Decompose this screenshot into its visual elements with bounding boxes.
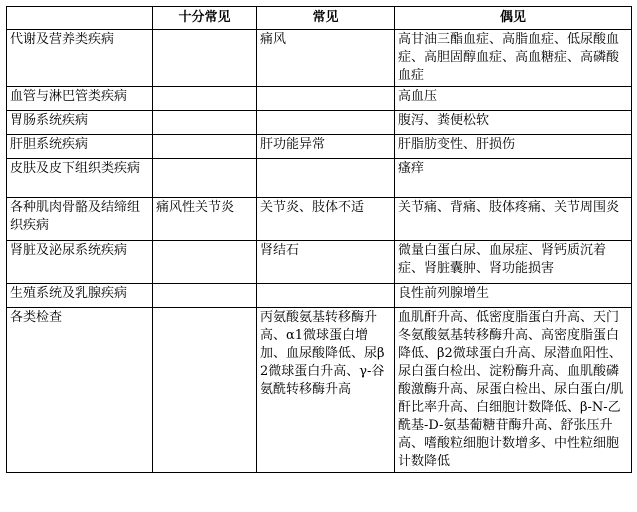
table-row xyxy=(7,308,632,473)
cell-common xyxy=(257,284,395,308)
cell-very-common xyxy=(153,284,257,308)
header-row xyxy=(7,7,632,30)
cell-very-common xyxy=(153,87,257,111)
cell-category: 各类检查 xyxy=(7,308,153,473)
table-row xyxy=(7,135,632,159)
cell-very-common xyxy=(153,159,257,198)
cell-uncommon: 良性前列腺增生 xyxy=(395,284,632,308)
cell-category: 各种肌肉骨骼及结缔组织疾病 xyxy=(7,198,153,241)
header-common: 常见 xyxy=(257,7,395,30)
cell-category: 生殖系统及乳腺疾病 xyxy=(7,284,153,308)
table-row xyxy=(7,87,632,111)
cell-common: 肝功能异常 xyxy=(257,135,395,159)
cell-uncommon: 高血压 xyxy=(395,87,632,111)
cell-uncommon: 肝脂肪变性、肝损伤 xyxy=(395,135,632,159)
cell-very-common xyxy=(153,308,257,473)
table-row xyxy=(7,159,632,198)
header-category xyxy=(7,7,153,30)
cell-uncommon: 微量白蛋白尿、血尿症、肾钙质沉着症、肾脏囊肿、肾功能损害 xyxy=(395,241,632,284)
header-very-common: 十分常见 xyxy=(153,7,257,30)
cell-very-common xyxy=(153,111,257,135)
cell-category: 胃肠系统疾病 xyxy=(7,111,153,135)
adverse-reactions-table xyxy=(6,6,632,473)
table-row xyxy=(7,30,632,87)
cell-very-common xyxy=(153,135,257,159)
cell-very-common xyxy=(153,30,257,87)
cell-uncommon: 瘙痒 xyxy=(395,159,632,198)
table-row xyxy=(7,198,632,241)
cell-common: 痛风 xyxy=(257,30,395,87)
cell-common xyxy=(257,87,395,111)
header-uncommon: 偶见 xyxy=(395,7,632,30)
cell-common: 丙氨酸氨基转移酶升高、α1微球蛋白增加、血尿酸降低、尿β2微球蛋白升高、γ-谷氨酰转移酶升高 xyxy=(257,308,395,473)
cell-very-common: 痛风性关节炎 xyxy=(153,198,257,241)
table-row xyxy=(7,284,632,308)
table-row xyxy=(7,241,632,284)
cell-uncommon: 关节痛、背痛、肢体疼痛、关节周围炎 xyxy=(395,198,632,241)
cell-category: 肝胆系统疾病 xyxy=(7,135,153,159)
cell-uncommon: 高甘油三酯血症、高脂血症、低尿酸血症、高胆固醇血症、高血糖症、高磷酸血症 xyxy=(395,30,632,87)
cell-category: 皮肤及皮下组织类疾病 xyxy=(7,159,153,198)
cell-common: 关节炎、肢体不适 xyxy=(257,198,395,241)
cell-common xyxy=(257,111,395,135)
cell-very-common xyxy=(153,241,257,284)
cell-common xyxy=(257,159,395,198)
cell-category: 代谢及营养类疾病 xyxy=(7,30,153,87)
cell-category: 血管与淋巴管类疾病 xyxy=(7,87,153,111)
cell-common: 肾结石 xyxy=(257,241,395,284)
table-row xyxy=(7,111,632,135)
cell-uncommon: 腹泻、粪便松软 xyxy=(395,111,632,135)
cell-uncommon: 血肌酐升高、低密度脂蛋白升高、天门冬氨酸氨基转移酶升高、高密度脂蛋白降低、β2微球蛋白升高、尿潜血阳性、尿白蛋白检出、淀粉酶升高、血肌酸磷酸激酶升高、尿蛋白检出、尿白蛋白/肌酐比率升高、白细胞计数降低、β-N-乙酰基-D-氨基葡糖苷酶升高、舒张压升高、嗜酸粒细胞计数增多、中性粒细胞计数降低 xyxy=(395,308,632,473)
cell-category: 肾脏及泌尿系统疾病 xyxy=(7,241,153,284)
